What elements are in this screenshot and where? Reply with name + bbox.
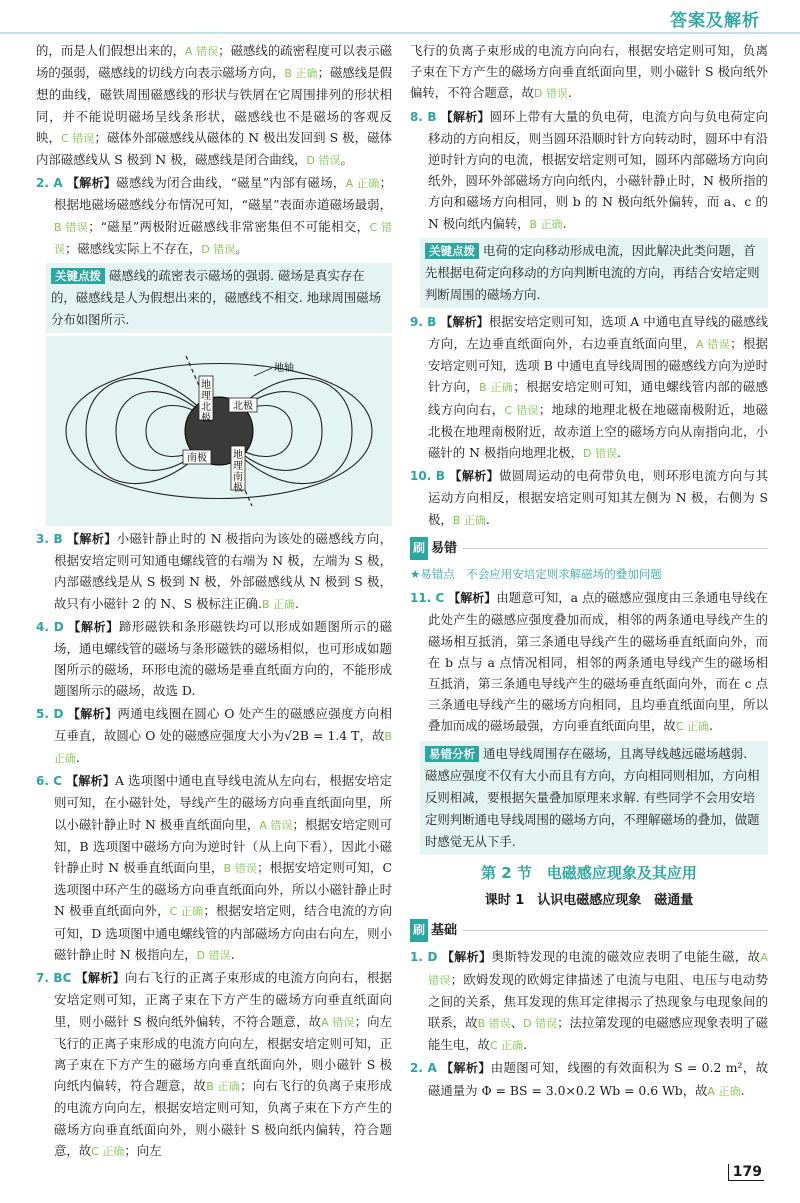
q11-explanation: 11. C 【解析】由题意可知，a 点的磁感应强度由三条通电导线在此处产生的磁感应强度叠加而成，相邻的两条通电导线产生的磁场相互抵消，第三条通电导线产生的磁场垂直纸面向外，而在 b 点与 a 点情况相同，相邻的两条通电导线产生的磁场相互抵消，第三条通电导线产生的磁场垂直纸面向外，而在 c 点三条通电导线产生的磁场方向相同，且均垂直纸面向里，所以叠加而成的磁场最强，方向垂直纸面向里，故C 正确. (410, 590, 768, 734)
svg-text:极: 极 (201, 413, 211, 425)
error-point-title: ★易错点 不会应用安培定则求解磁场的叠加问题 (410, 567, 662, 582)
q6-explanation: 6. C 【解析】A 选项图中通电直导线电流从左向右，根据安培定则可知，在小磁针处，导线产生的磁场方向垂直纸面向里，所以小磁针静止时 N 极垂直纸面向里，A 错误；根据安培定则可知，B 选项图中磁场方向为逆时针（从上向下看），因此小磁针静止时 N 极垂直纸面向里，B 错误；根据安培定则可知，C 选项图中环产生的磁场方向垂直纸面向外，所以小磁针静止时 N 极垂直纸面向外，C 正确；根据安培定则，结合电流的方向可知，D 选项图中通电螺线管的内部磁场方向由右向左，则小磁针静止时 N 极指向左，D 错误. (36, 773, 392, 962)
label-axis: 地轴 (274, 363, 294, 375)
answer-mark: C 错误 (60, 131, 95, 145)
label-mag-north: 北极 (233, 401, 253, 413)
svg-text:极: 极 (233, 483, 243, 495)
brush-icon: 刷 (410, 537, 428, 560)
svg-text:理: 理 (233, 461, 243, 473)
right-column (410, 40, 768, 1103)
label-geo-north: 地 (201, 380, 211, 392)
svg-text:北: 北 (201, 402, 211, 414)
svg-text:南: 南 (233, 472, 243, 484)
basic-q2-explanation: 2. A 【解析】由题图可知，线圈的有效面积为 S = 0.2 m²，故磁通量为 Φ = BS = 3.0×0.2 Wb = 0.6 Wb，故A 正确. (410, 1060, 768, 1098)
answer-mark: A 错误 (185, 45, 219, 58)
q10-explanation: 10. B 【解析】做圆周运动的电荷带负电，则环形电流方向与其运动方向相反，根据安培定则可知其左侧为 N 极，右侧为 S 极，B 正确. (410, 468, 768, 527)
page-header-title: 答案及解析 (670, 11, 760, 31)
section-basic: 刷 基础 (410, 919, 768, 942)
key-tip-label: 关键点拨 (51, 268, 105, 284)
q7-explanation: 7. BC 【解析】向右飞行的正离子束形成的电流方向向右，根据安培定则可知，正离子束在下方产生的磁场方向垂直纸面向里，则小磁针 S 极向纸外偏转，不符合题意，故A 错误；向左飞行的正离子束形成的电流方向向左，根据安培定则可知，正离子束在下方产生的磁场方向垂直纸面向外，则小磁针 S 极向纸内偏转，符合题意，故B 正确；向右飞行的负离子束形成的电流方向向左，根据安培定则可知，负离子束在下方产生的磁场方向垂直纸面向外，则小磁针 S 极向纸内偏转，符合题意，故C 正确；向左 (36, 970, 393, 1158)
basic-q1-explanation: 1. D 【解析】奥斯特发现的电流的磁效应表明了电能生磁，故A 错误；欧姆发现的欧姆定律描述了电流与电阻、电压与电动势之间的关系，焦耳发现的焦耳定律揭示了热现象与电现象间的联系，故B 错误、D 错误；法拉第发现的电磁感应现象表明了磁能生电，故C 正确. (410, 949, 769, 1053)
q9-explanation: 9. B 【解析】根据安培定则可知，选项 A 中通电直导线的磁感线方向，左边垂直纸面向外，右边垂直纸面向里，A 错误；根据安培定则可知，选项 B 中通电直导线周围的磁感线方向为逆时针方向，B 正确；根据安培定则可知，通电螺线管内部的磁感线方向向右，C 错误；地球的地理北极在地磁南极附近，地磁北极在地理南极附近，故赤道上空的磁场方向从南指向北，小磁针的 N 极指向地理北极，D 错误. (410, 313, 769, 461)
earth-magnetic-field-figure (46, 336, 392, 526)
svg-text:地: 地 (233, 450, 243, 462)
key-tip-box-2: 关键点拨 电荷的定向移动形成电流，因此解决此类问题，首先根据电荷定向移动的方向判断电流的方向，再结合安培定则判断周围的磁场方向. (420, 238, 768, 308)
label-mag-south: 南极 (187, 453, 207, 465)
brush-icon: 刷 (410, 919, 428, 942)
answer-mark: B 正确 (284, 67, 318, 81)
q7-continuation: 飞行的负离子束形成的电流方向向右，根据安培定则可知，负离子束在下方产生的磁场方向垂直纸面向里，则小磁针 S 极向纸外偏转，不符合题意，故D 错误. (410, 43, 768, 101)
header-divider (0, 32, 800, 34)
chapter-title: 第 2 节 电磁感应现象及其应用 (481, 863, 697, 882)
lesson-title: 课时 1 认识电磁感应现象 磁通量 (484, 892, 694, 908)
q1-continuation: 的，而是人们假想出来的，A 错误；磁感线的疏密程度可以表示磁场的强弱，磁感线的切线方向表示磁场方向，B 正确；磁感线是假想的曲线，磁铁周围磁感线的形状与铁屑在它周围排列的形状相同，并不能说明磁场呈线条形状，磁感线也不是磁场的客观反映，C 错误；磁体外部磁感线从磁体的 N 极出发回到 S 极，磁体内部磁感线从 S 极到 N 极，磁感线是闭合曲线，D 错误。 (36, 43, 393, 168)
q3-explanation: 3. B 【解析】小磁针静止时的 N 极指向为该处的磁感线方向，根据安培定则可知通电螺线管的右端为 N 极，左端为 S 极，内部磁感线是从 S 极到 N 极，外部磁感线从 N 极到 S 极，故只有小磁针 2 的 N、S 极标注正确.B 正确. (36, 531, 392, 611)
q8-explanation: 8. B 【解析】圆环上带有大量的负电荷，电流方向与负电荷定向移动的方向相反，则当圆环沿顺时针方向转动时，圆环中有沿逆时针方向的电流，根据安培定则可知，圆环内部磁场方向向纸外，圆环外部磁场方向向纸内，小磁针静止时，N 极所指的方向和磁场方向相同，则 b 的 N 极向纸外偏转，而 a、c 的 N 极向纸内偏转，B 正确. (410, 108, 768, 231)
q5-explanation: 5. D 【解析】两通电线圈在圆心 O 处产生的磁感应强度方向相互垂直，故圆心 O 处的磁感应强度大小为√2B = 1.4 T，故B 正确. (36, 705, 392, 766)
error-analysis-box: 易错分析 通电导线周围存在磁场，且离导线越远磁场越弱. 磁感应强度不仅有大小而且有方向，方向相同则相加，方向相反则相减，要根据矢量叠加原理来求解. 有些同学不会用安培定则判断通电导线周围的磁场方向，不理解磁场的叠加，做题时感觉无从下手. (420, 741, 768, 855)
magnetic-field-diagram (46, 336, 392, 526)
q4-explanation: 4. D 【解析】蹄形磁铁和条形磁铁均可以形成如题图所示的磁场，通电螺线管的磁场与条形磁铁的磁场相似，也可形成如题图所示的磁场，环形电流的磁场是垂直纸面方向的，不能形成题图所示的磁场，故选 D. (36, 618, 393, 699)
answer-mark: D 错误 (306, 154, 341, 168)
left-column (36, 40, 392, 1163)
svg-text:理: 理 (201, 391, 211, 403)
key-tip-box: 关键点拨 磁感线的疏密表示磁场的强弱. 磁场是真实存在的，磁感线是人为假想出来的，磁感线不相交. 地球周围磁场分布如图所示. (46, 263, 392, 333)
section-error-prone: 刷 易错 (410, 537, 768, 560)
page-number: 179 (728, 1164, 764, 1181)
q2-explanation: 2. A 【解析】磁感线为闭合曲线，“磁星”内部有磁场，A 正确；根据地磁场磁感线分布情况可知，“磁星”表面赤道磁场最弱，B 错误；“磁星”两极附近磁感线非常密集但不可能相交，C 错误；磁感线实际上不存在，D 错误。 (36, 175, 392, 256)
